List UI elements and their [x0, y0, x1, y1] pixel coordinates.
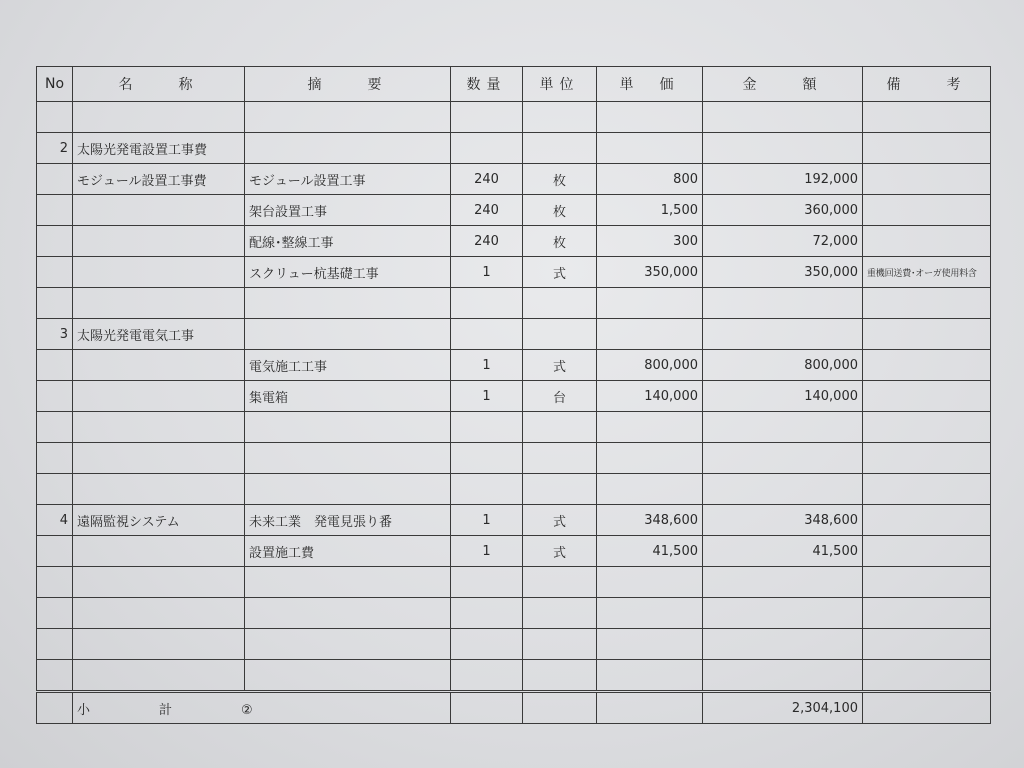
cell-summary — [245, 474, 451, 505]
cell-amount: 140,000 — [703, 381, 863, 412]
cell-no — [37, 567, 73, 598]
cell-no — [37, 381, 73, 412]
cell-unit — [523, 629, 597, 660]
cell-summary — [245, 319, 451, 350]
cell-unit: 式 — [523, 536, 597, 567]
cell-amount: 72,000 — [703, 226, 863, 257]
cell-no — [37, 102, 73, 133]
cell-name — [73, 226, 245, 257]
cell-name — [73, 598, 245, 629]
cell-remarks — [863, 474, 991, 505]
subtotal-no — [37, 692, 73, 724]
cell-amount: 800,000 — [703, 350, 863, 381]
cell-remarks — [863, 226, 991, 257]
cell-remarks — [863, 567, 991, 598]
cell-amount: 192,000 — [703, 164, 863, 195]
cell-unit-price: 800 — [597, 164, 703, 195]
cell-remarks — [863, 660, 991, 692]
cell-summary: 配線･整線工事 — [245, 226, 451, 257]
cell-summary — [245, 412, 451, 443]
subtotal-remarks — [863, 692, 991, 724]
cell-name — [73, 257, 245, 288]
table-row — [37, 412, 991, 443]
cell-amount — [703, 102, 863, 133]
header-amount: 金 額 — [703, 67, 863, 102]
cell-name — [73, 350, 245, 381]
cell-unit-price — [597, 567, 703, 598]
cell-qty — [451, 288, 523, 319]
cell-amount — [703, 319, 863, 350]
cell-no — [37, 288, 73, 319]
cell-name — [73, 412, 245, 443]
cell-unit — [523, 288, 597, 319]
cell-summary — [245, 443, 451, 474]
cell-remarks — [863, 536, 991, 567]
cell-remarks — [863, 102, 991, 133]
cell-unit-price: 140,000 — [597, 381, 703, 412]
cell-qty — [451, 102, 523, 133]
cell-unit-price — [597, 474, 703, 505]
cell-amount: 360,000 — [703, 195, 863, 226]
cell-no — [37, 195, 73, 226]
cell-unit-price: 41,500 — [597, 536, 703, 567]
subtotal-price — [597, 692, 703, 724]
cell-no — [37, 164, 73, 195]
cell-name — [73, 474, 245, 505]
cell-summary: 未来工業 発電見張り番 — [245, 505, 451, 536]
header-unit: 単位 — [523, 67, 597, 102]
cell-summary — [245, 288, 451, 319]
cell-qty — [451, 133, 523, 164]
subtotal-row — [37, 692, 991, 724]
cell-summary: モジュール設置工事 — [245, 164, 451, 195]
cell-qty: 240 — [451, 226, 523, 257]
cell-amount — [703, 474, 863, 505]
cell-unit-price: 800,000 — [597, 350, 703, 381]
cell-amount — [703, 567, 863, 598]
table-row — [37, 350, 991, 381]
cell-qty: 1 — [451, 257, 523, 288]
cell-name — [73, 536, 245, 567]
cell-summary: 集電箱 — [245, 381, 451, 412]
table-row — [37, 133, 991, 164]
cell-remarks — [863, 598, 991, 629]
cell-no — [37, 474, 73, 505]
cell-unit: 枚 — [523, 195, 597, 226]
cell-unit — [523, 567, 597, 598]
cell-qty: 1 — [451, 536, 523, 567]
cell-amount — [703, 629, 863, 660]
cell-no: 3 — [37, 319, 73, 350]
cell-no: 2 — [37, 133, 73, 164]
cell-qty: 240 — [451, 195, 523, 226]
cell-amount: 348,600 — [703, 505, 863, 536]
cell-remarks — [863, 629, 991, 660]
cell-unit: 式 — [523, 350, 597, 381]
cell-unit-price — [597, 629, 703, 660]
cell-unit-price — [597, 133, 703, 164]
table-row — [37, 474, 991, 505]
table-header — [37, 67, 991, 102]
cell-remarks — [863, 164, 991, 195]
cell-remarks — [863, 443, 991, 474]
cell-qty: 240 — [451, 164, 523, 195]
cell-remarks — [863, 505, 991, 536]
table-row — [37, 226, 991, 257]
cell-qty: 1 — [451, 505, 523, 536]
cell-name — [73, 629, 245, 660]
table-row — [37, 443, 991, 474]
cell-unit-price — [597, 102, 703, 133]
table-row — [37, 505, 991, 536]
cell-unit-price — [597, 443, 703, 474]
table-body — [37, 102, 991, 692]
table-row — [37, 164, 991, 195]
cell-unit-price: 300 — [597, 226, 703, 257]
cell-unit — [523, 412, 597, 443]
cell-unit — [523, 102, 597, 133]
cell-unit-price — [597, 288, 703, 319]
cell-name: 太陽光発電設置工事費 — [73, 133, 245, 164]
cell-remarks — [863, 288, 991, 319]
cell-qty: 1 — [451, 350, 523, 381]
cell-no — [37, 350, 73, 381]
cell-no: 4 — [37, 505, 73, 536]
cell-qty — [451, 443, 523, 474]
cell-unit — [523, 474, 597, 505]
subtotal-qty — [451, 692, 523, 724]
table-row — [37, 598, 991, 629]
cell-name — [73, 102, 245, 133]
subtotal-amount: 2,304,100 — [703, 692, 863, 724]
cell-name — [73, 567, 245, 598]
cell-remarks — [863, 381, 991, 412]
cell-no — [37, 536, 73, 567]
cell-name — [73, 195, 245, 226]
cell-unit-price: 350,000 — [597, 257, 703, 288]
cell-remarks — [863, 195, 991, 226]
estimate-table — [36, 66, 991, 724]
cell-name — [73, 381, 245, 412]
cell-name: 遠隔監視システム — [73, 505, 245, 536]
cell-unit — [523, 443, 597, 474]
cell-summary — [245, 102, 451, 133]
cell-summary — [245, 598, 451, 629]
table-row — [37, 629, 991, 660]
table-row — [37, 257, 991, 288]
subtotal-label: 小 計 ② — [73, 692, 451, 724]
cell-name: 太陽光発電電気工事 — [73, 319, 245, 350]
cell-name — [73, 660, 245, 692]
cell-unit-price: 1,500 — [597, 195, 703, 226]
header-remarks: 備 考 — [863, 67, 991, 102]
cell-summary — [245, 567, 451, 598]
cell-amount — [703, 660, 863, 692]
cell-remarks: 重機回送費･オーガ使用料含 — [863, 257, 991, 288]
cell-unit-price — [597, 412, 703, 443]
table-row — [37, 102, 991, 133]
cell-remarks — [863, 133, 991, 164]
table-row — [37, 381, 991, 412]
cell-unit — [523, 133, 597, 164]
header-summary: 摘 要 — [245, 67, 451, 102]
cell-amount — [703, 598, 863, 629]
cell-unit-price — [597, 598, 703, 629]
table-row — [37, 288, 991, 319]
cell-summary — [245, 133, 451, 164]
cell-remarks — [863, 350, 991, 381]
cell-unit — [523, 598, 597, 629]
cell-remarks — [863, 412, 991, 443]
cell-remarks — [863, 319, 991, 350]
cell-qty — [451, 567, 523, 598]
table-row — [37, 660, 991, 692]
cell-unit — [523, 660, 597, 692]
cell-summary: 架台設置工事 — [245, 195, 451, 226]
cell-qty — [451, 598, 523, 629]
cell-no — [37, 412, 73, 443]
cell-no — [37, 443, 73, 474]
cell-name: モジュール設置工事費 — [73, 164, 245, 195]
cell-no — [37, 598, 73, 629]
cell-amount — [703, 133, 863, 164]
cell-qty: 1 — [451, 381, 523, 412]
cell-name — [73, 288, 245, 319]
table-row — [37, 319, 991, 350]
header-no: No — [37, 67, 73, 102]
cell-amount — [703, 288, 863, 319]
subtotal-unit — [523, 692, 597, 724]
cell-unit: 枚 — [523, 226, 597, 257]
cell-unit-price — [597, 660, 703, 692]
table-row — [37, 567, 991, 598]
cell-qty — [451, 412, 523, 443]
cell-name — [73, 443, 245, 474]
cell-unit-price — [597, 319, 703, 350]
cell-summary: 電気施工工事 — [245, 350, 451, 381]
cell-summary: 設置施工費 — [245, 536, 451, 567]
cell-qty — [451, 319, 523, 350]
cell-unit-price: 348,600 — [597, 505, 703, 536]
cell-summary — [245, 629, 451, 660]
cell-qty — [451, 474, 523, 505]
table-row — [37, 536, 991, 567]
table-row — [37, 195, 991, 226]
cell-amount — [703, 443, 863, 474]
cell-unit: 式 — [523, 257, 597, 288]
cell-amount: 41,500 — [703, 536, 863, 567]
cell-summary — [245, 660, 451, 692]
cell-no — [37, 629, 73, 660]
header-name: 名 称 — [73, 67, 245, 102]
cell-unit: 台 — [523, 381, 597, 412]
cell-unit: 式 — [523, 505, 597, 536]
cell-unit — [523, 319, 597, 350]
cell-qty — [451, 660, 523, 692]
cell-amount: 350,000 — [703, 257, 863, 288]
header-qty: 数量 — [451, 67, 523, 102]
cell-qty — [451, 629, 523, 660]
cell-unit: 枚 — [523, 164, 597, 195]
cell-no — [37, 226, 73, 257]
cell-summary: スクリュー杭基礎工事 — [245, 257, 451, 288]
cell-amount — [703, 412, 863, 443]
cell-no — [37, 660, 73, 692]
header-unit-price: 単 価 — [597, 67, 703, 102]
cell-no — [37, 257, 73, 288]
